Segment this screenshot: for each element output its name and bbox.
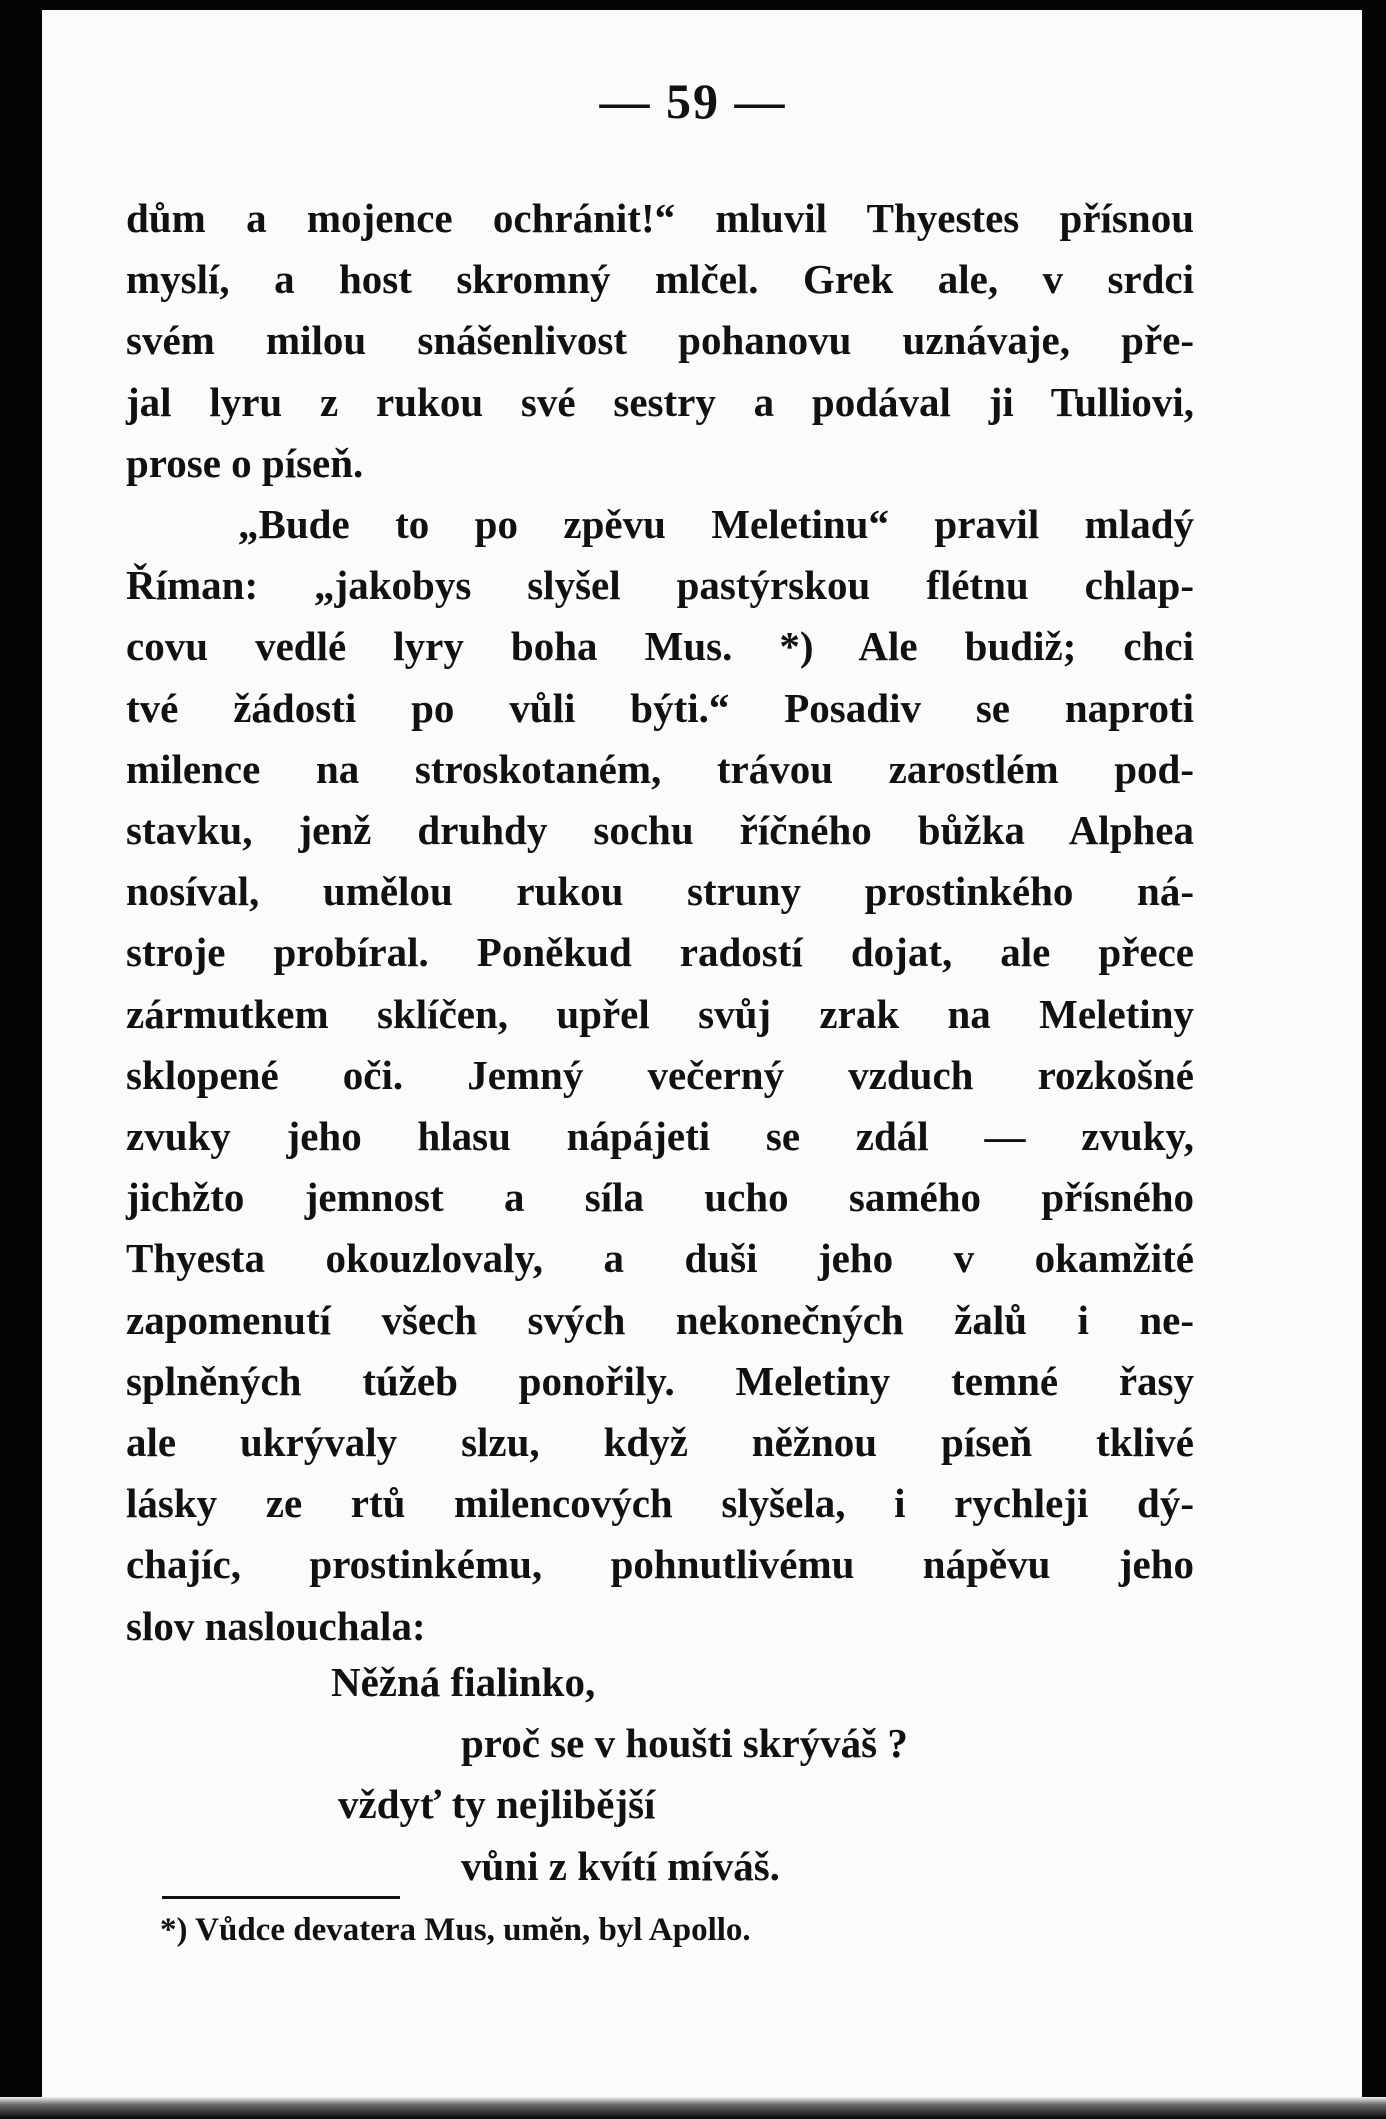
text-line: covu vedlé lyry boha Mus. *) Ale budiž; chci	[126, 623, 1194, 670]
text-line: zármutkem sklíčen, upřel svůj zrak na Meletiny	[126, 990, 1194, 1037]
scan-edge-right	[1362, 0, 1386, 2119]
text-line: dům a mojence ochránit!“ mluvil Thyestes přísnou	[126, 195, 1194, 241]
text-line: ale ukrývaly slzu, když něžnou píseň tklivé	[126, 1419, 1194, 1466]
footnote: *) Vůdce devatera Mus, umĕn, byl Apollo.	[160, 1912, 751, 1948]
text-line: slov naslouchala:	[126, 1602, 426, 1649]
text-line: Říman: „jakobys slyšel pastýrskou flétnu chlap-	[126, 562, 1194, 609]
poem	[126, 1652, 1194, 1897]
text-line: milence na stroskotaném, trávou zarostlém pod-	[126, 745, 1194, 792]
footnote-rule	[162, 1896, 400, 1899]
text-line: tvé žádosti po vůli býti.“ Posadiv se naproti	[126, 684, 1194, 731]
poem-line: Něžná fialinko,	[331, 1659, 596, 1705]
poem-line: vždyť ty nejlibější	[338, 1781, 656, 1828]
text-line: svém milou snášenlivost pohanovu uznávaje, pře-	[126, 317, 1194, 364]
text-line: stroje probíral. Poněkud radostí dojat, ale přece	[126, 929, 1194, 976]
text-line: prose o píseň.	[126, 439, 364, 486]
text-line: lásky ze rtů milencových slyšela, i rychleji dý-	[126, 1480, 1194, 1527]
text-line: „Bude to po zpěvu Meletinu“ pravil mladý	[238, 501, 1194, 548]
text-line: zapomenutí všech svých nekonečných žalů i ne-	[126, 1296, 1194, 1343]
text-line: zvuky jeho hlasu nápájeti se zdál — zvuky,	[126, 1113, 1194, 1160]
scan-edge-top	[0, 0, 1386, 10]
body-text	[126, 188, 1194, 1657]
text-line: nosíval, umělou rukou struny prostinkého ná-	[126, 868, 1194, 915]
poem-line: vůni z kvítí míváš.	[461, 1842, 780, 1889]
text-line: sklopené oči. Jemný večerný vzduch rozkošné	[126, 1051, 1194, 1098]
scan-edge-bottom	[0, 2097, 1386, 2119]
text-line: stavku, jenž druhdy sochu říčného bůžka Alphea	[126, 807, 1194, 854]
text-line: Thyesta okouzlovaly, a duši jeho v okamžité	[126, 1235, 1194, 1282]
scan-edge-left	[0, 0, 42, 2119]
text-line: myslí, a host skromný mlčel. Grek ale, v srdci	[126, 256, 1194, 303]
text-line: splněných túžeb ponořily. Meletiny temné řasy	[126, 1357, 1194, 1404]
page-number: — 59 —	[599, 73, 787, 129]
text-line: jichžto jemnost a síla ucho samého přísného	[126, 1174, 1194, 1221]
text-line: jal lyru z rukou své sestry a podával ji Tulliovi,	[126, 378, 1194, 425]
text-line: chajíc, prostinkému, pohnutlivému nápěvu jeho	[126, 1541, 1194, 1588]
poem-line: proč se v houšti skrýváš ?	[461, 1720, 908, 1767]
